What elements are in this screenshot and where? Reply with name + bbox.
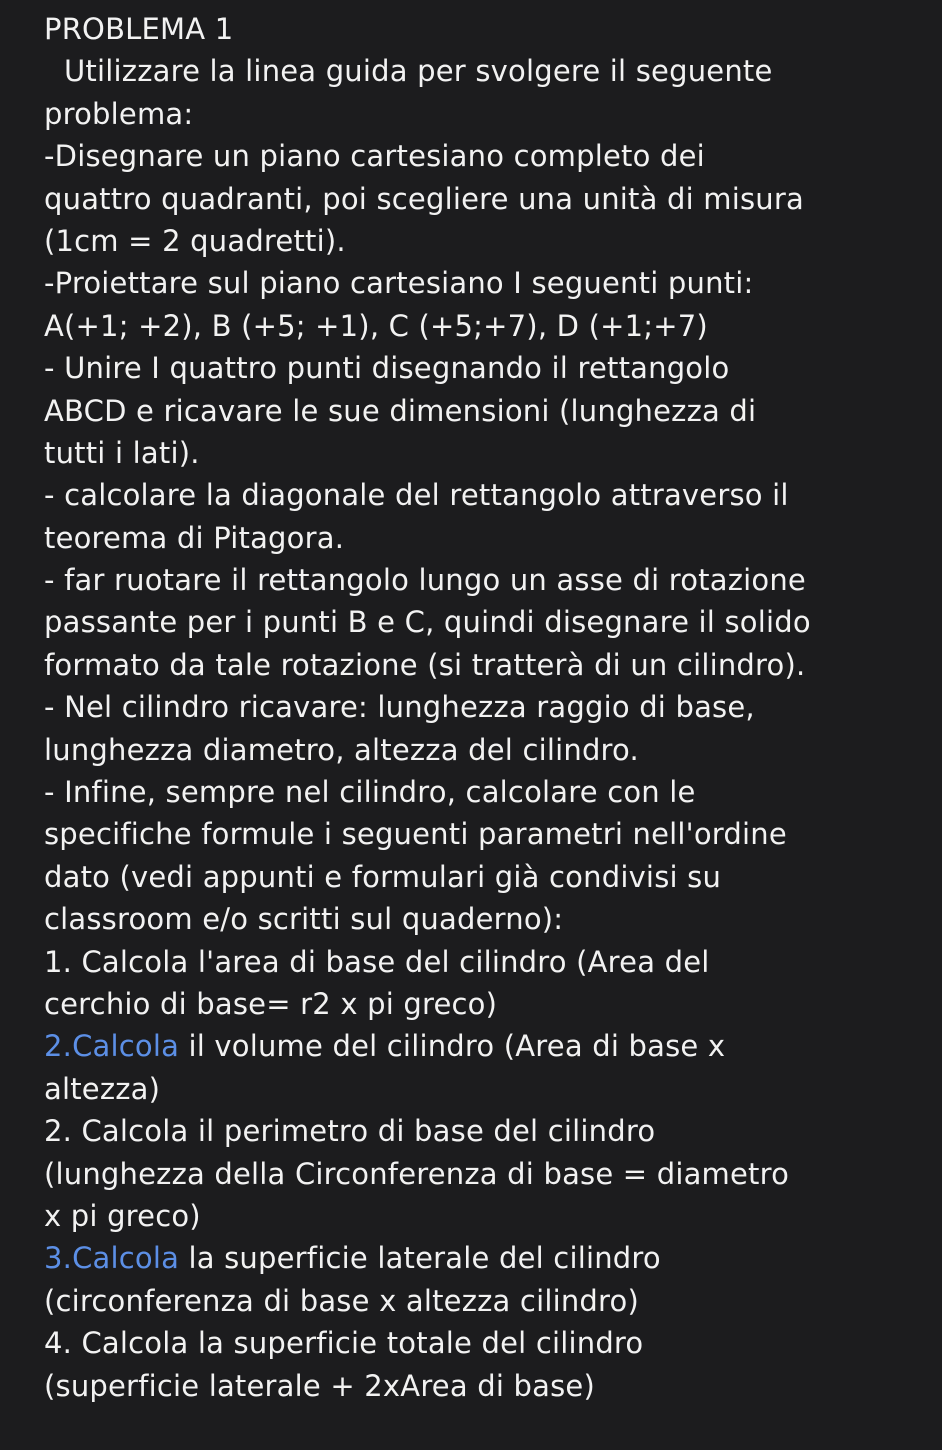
list-item-3-cont: (circonferenza di base x altezza cilindro) — [44, 1283, 639, 1318]
text-line: specifiche formule i seguenti parametri nell'ordine — [44, 817, 787, 852]
list-item-2b-cont: x pi greco) — [44, 1198, 201, 1233]
list-item-3 — [44, 1237, 934, 1279]
text-line: - Unire I quattro punti disegnando il rettangolo — [44, 351, 730, 386]
calcola-link[interactable]: 2.Calcola — [44, 1029, 180, 1064]
text-line: formato da tale rotazione (si tratterà di un cilindro). — [44, 647, 806, 682]
list-item-2a — [44, 1025, 934, 1067]
text-line: -Proiettare sul piano cartesiano I seguenti punti: — [44, 266, 754, 301]
points-line: A(+1; +2), B (+5; +1), C (+5;+7), D (+1;+7) — [44, 308, 708, 343]
problem-title: PROBLEMA 1 — [44, 12, 234, 46]
text-line: ABCD e ricavare le sue dimensioni (lunghezza di — [44, 393, 757, 428]
list-item-4: 4. Calcola la superficie totale del cilindro — [44, 1326, 644, 1361]
text-line: tutti i lati). — [44, 435, 200, 470]
text-line: problema: — [44, 96, 194, 131]
list-item-2b-cont: (lunghezza della Circonferenza di base = diametro — [44, 1156, 790, 1191]
text-line: - Nel cilindro ricavare: lunghezza raggio di base, — [44, 690, 755, 725]
text-line: - Infine, sempre nel cilindro, calcolare con le — [44, 775, 696, 810]
text-line: Utilizzare la linea guida per svolgere il seguente — [64, 54, 773, 89]
list-item-4-cont: (superficie laterale + 2xArea di base) — [44, 1368, 595, 1403]
list-item-3-text: la superficie laterale del cilindro — [179, 1241, 661, 1276]
text-line: - far ruotare il rettangolo lungo un asse di rotazione — [44, 563, 806, 598]
text-line: passante per i punti B e C, quindi disegnare il solido — [44, 605, 811, 640]
text-line: teorema di Pitagora. — [44, 520, 345, 555]
calcola-link[interactable]: 3.Calcola — [44, 1241, 180, 1276]
text-line: (1cm = 2 quadretti). — [44, 223, 346, 258]
list-item-1-cont: cerchio di base= r2 x pi greco) — [44, 986, 498, 1021]
text-line: quattro quadranti, poi scegliere una unità di misura — [44, 181, 804, 216]
text-line: classroom e/o scritti sul quaderno): — [44, 902, 564, 937]
document-body — [44, 8, 934, 1407]
text-line: lunghezza diametro, altezza del cilindro. — [44, 732, 639, 767]
text-line: dato (vedi appunti e formulari già condivisi su — [44, 859, 722, 894]
text-line: -Disegnare un piano cartesiano completo dei — [44, 139, 705, 174]
list-item-2a-text: il volume del cilindro (Area di base x — [179, 1029, 726, 1064]
list-item-2b: 2. Calcola il perimetro di base del cilindro — [44, 1114, 656, 1149]
list-item-2a-cont: altezza) — [44, 1071, 161, 1106]
text-line: - calcolare la diagonale del rettangolo attraverso il — [44, 478, 789, 513]
list-item-1: 1. Calcola l'area di base del cilindro (Area del — [44, 944, 710, 979]
